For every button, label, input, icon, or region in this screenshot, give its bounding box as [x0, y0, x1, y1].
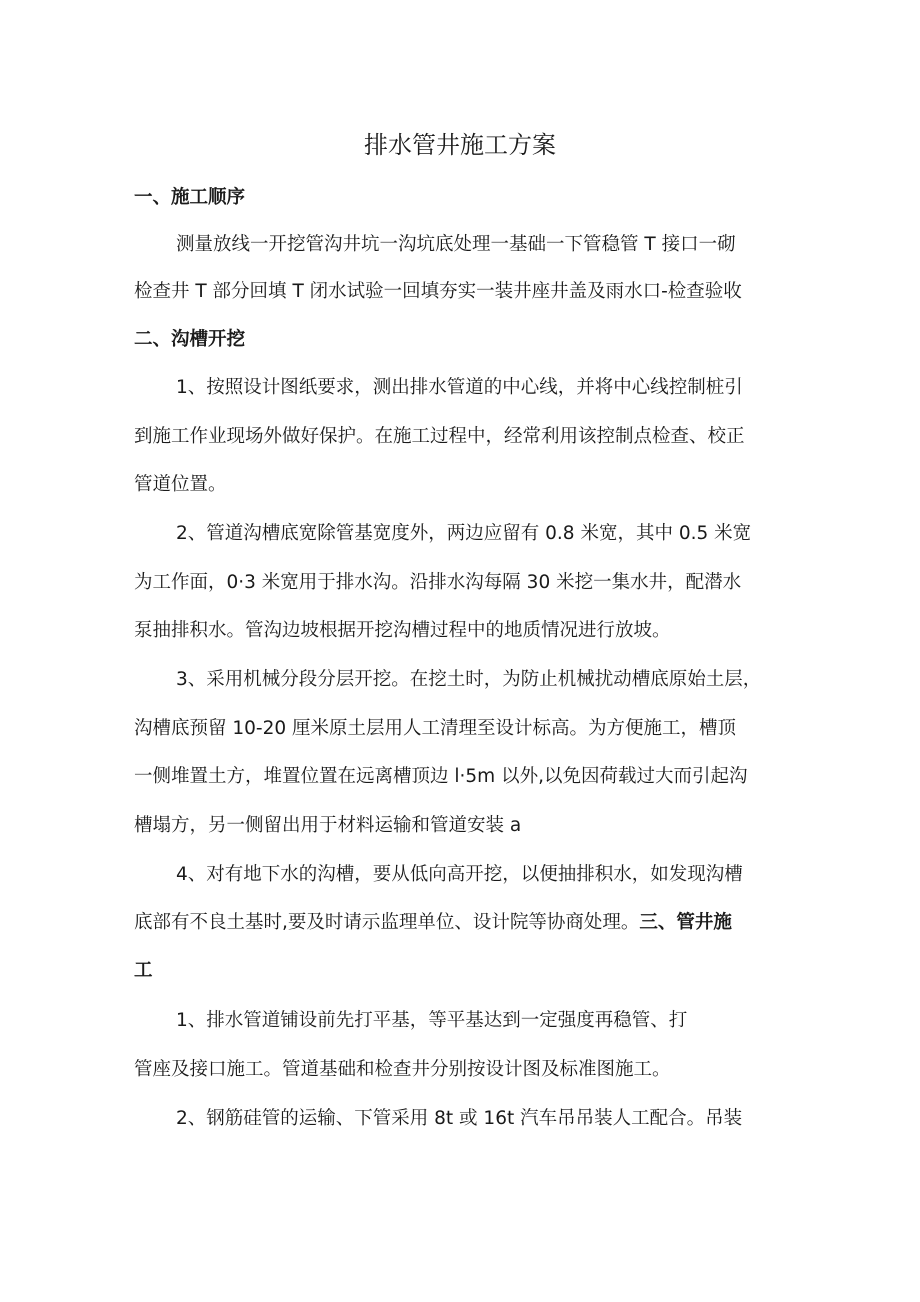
- paragraph-line: 1、排水管道铺设前先打平基，等平基达到一定强度再稳管、打: [176, 1010, 688, 1031]
- document-title: 排水管井施工方案: [364, 131, 556, 159]
- paragraph-line: 4、对有地下水的沟槽，要从低向高开挖，以便抽排积水，如发现沟槽: [176, 864, 743, 885]
- paragraph-line: 泵抽排积水。管沟边坡根据开挖沟槽过程中的地质情况进行放坡。: [134, 620, 671, 641]
- paragraph-line-text: 底部有不良土基时,要及时请示监理单位、设计院等协商处理。: [134, 912, 640, 933]
- paragraph-line: 2、管道沟槽底宽除管基宽度外，两边应留有 0.8 米宽，其中 0.5 米宽: [176, 523, 752, 544]
- paragraph-line: 1、按照设计图纸要求，测出排水管道的中心线，并将中心线控制桩引: [176, 377, 743, 398]
- paragraph-line: 检查井 T 部分回填 T 闭水试验一回填夯实一装井座井盖及雨水口-检查验收: [134, 281, 742, 302]
- paragraph-line: 2、钢筋硅管的运输、下管采用 8t 或 16t 汽车吊吊装人工配合。吊装: [176, 1108, 743, 1129]
- paragraph-line: 一侧堆置土方，堆置位置在远离槽顶边 l·5m 以外,以免因荷载过大而引起沟: [134, 766, 748, 787]
- section-heading-sequence: 一、施工顺序: [134, 187, 246, 208]
- paragraph-line: 为工作面，0·3 米宽用于排水沟。沿排水沟每隔 30 米挖一集水井，配潜水: [134, 572, 742, 593]
- paragraph-line: 3、采用机械分段分层开挖。在挖土时，为防止机械扰动槽底原始土层，: [176, 669, 762, 690]
- paragraph-line: 管道位置。: [134, 474, 227, 495]
- paragraph-line: 管座及接口施工。管道基础和检查井分别按设计图及标准图施工。: [134, 1059, 671, 1080]
- paragraph-line: 槽塌方，另一侧留出用于材料运输和管道安装 a: [134, 815, 522, 836]
- paragraph-line: 到施工作业现场外做好保护。在施工过程中，经常利用该控制点检查、校正: [134, 426, 745, 447]
- section-heading-well-continuation: 工: [134, 960, 153, 981]
- section-heading-well-inline: 三、管井施: [639, 912, 732, 933]
- paragraph-line: [134, 903, 814, 943]
- section-heading-trench: 二、沟槽开挖: [134, 329, 246, 350]
- paragraph-line: 测量放线一开挖管沟井坑一沟坑底处理一基础一下管稳管 T 接口一砌: [176, 234, 736, 255]
- paragraph-line: 沟槽底预留 10-20 厘米原土层用人工清理至设计标高。为方便施工，槽顶: [134, 718, 737, 739]
